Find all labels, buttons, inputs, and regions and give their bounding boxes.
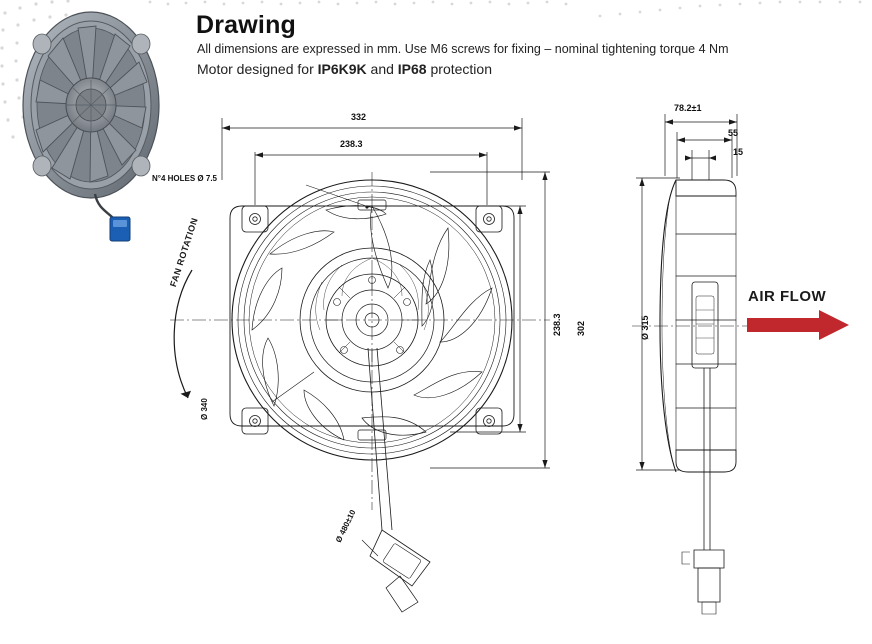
header-note-mid: and [366, 61, 398, 77]
dim-vertical-inner: 238.3 [552, 313, 562, 336]
airflow-arrow-icon [745, 308, 855, 342]
dim-overall-depth: 78.2±1 [674, 103, 702, 113]
airflow-label: AIR FLOW [748, 288, 827, 305]
dim-diameter-315: Ø 315 [640, 315, 650, 340]
header-note-line-1: All dimensions are expressed in mm. Use M6 screws for fixing – nominal tightening torque 4 Nm [197, 42, 729, 56]
ip-rating-2: IP68 [397, 61, 427, 77]
dim-55: 55 [728, 128, 739, 138]
note-holes: N°4 HOLES Ø 7.5 [152, 174, 217, 183]
header-note-suffix: protection [426, 61, 492, 77]
note-diameter-340: Ø 340 [200, 398, 209, 420]
dim-15: 15 [733, 147, 744, 157]
side-view-drawing [620, 100, 850, 620]
header-note-prefix: Motor designed for [197, 61, 318, 77]
dim-overall-width: 332 [351, 112, 367, 122]
label-fan-rotation: FAN ROTATION [168, 216, 200, 289]
page-title: Drawing [196, 11, 297, 39]
dim-bolt-circle: 238.3 [340, 139, 363, 149]
note-cable-length: Ø 480±10 [334, 508, 358, 544]
front-view-drawing [130, 110, 560, 630]
ip-rating-1: IP6K9K [317, 61, 367, 77]
dim-vertical-outer: 302 [576, 320, 586, 336]
header-note-line-2 [197, 61, 837, 78]
